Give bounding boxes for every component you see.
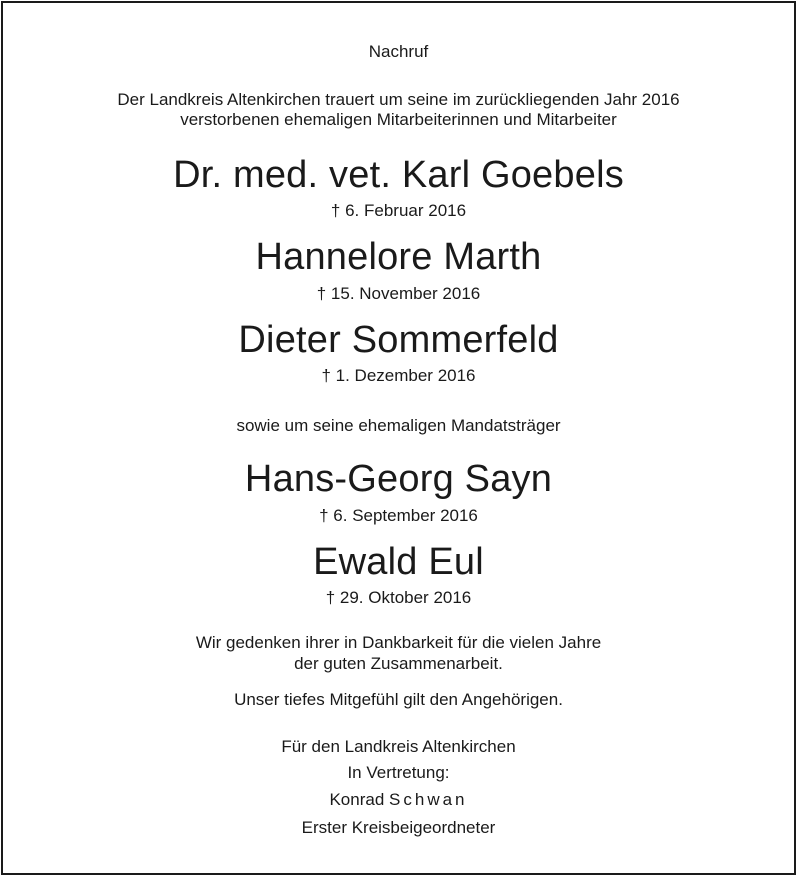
- intro-line-1: Der Landkreis Altenkirchen trauert um seine im zurückliegenden Jahr 2016: [117, 90, 680, 109]
- mandate-date-2: † 29. Oktober 2016: [325, 588, 472, 607]
- mandate-date-1: † 6. September 2016: [319, 506, 478, 525]
- mandate-name-2: Ewald Eul: [313, 541, 484, 583]
- employee-date-2: † 15. November 2016: [316, 284, 481, 303]
- signature-on-behalf: In Vertretung:: [347, 763, 450, 782]
- employee-date-3: † 1. Dezember 2016: [321, 366, 476, 385]
- employee-name-2: Hannelore Marth: [255, 236, 542, 278]
- employee-name-1: Dr. med. vet. Karl Goebels: [173, 154, 624, 196]
- mandate-name-1: Hans-Georg Sayn: [244, 458, 553, 500]
- signature-org: Für den Landkreis Altenkirchen: [281, 737, 516, 756]
- obituary-frame: [1, 1, 796, 875]
- mandate-intro: sowie um seine ehemaligen Mandatsträger: [236, 416, 561, 435]
- condolence: Unser tiefes Mitgefühl gilt den Angehörigen.: [234, 690, 563, 709]
- employee-date-1: † 6. Februar 2016: [330, 201, 467, 220]
- signature-name: [3, 791, 794, 808]
- signer-last-name: Schwan: [389, 790, 468, 809]
- intro-line-2: verstorbenen ehemaligen Mitarbeiterinnen und Mitarbeiter: [180, 110, 617, 129]
- remembrance-line-1: Wir gedenken ihrer in Dankbarkeit für die vielen Jahre: [195, 633, 602, 652]
- heading: Nachruf: [368, 42, 429, 61]
- signature-title: Erster Kreisbeigeordneter: [301, 818, 496, 837]
- remembrance-line-2: der guten Zusammenarbeit.: [294, 654, 503, 673]
- signer-first-name: Konrad: [329, 790, 385, 809]
- employee-name-3: Dieter Sommerfeld: [238, 319, 559, 361]
